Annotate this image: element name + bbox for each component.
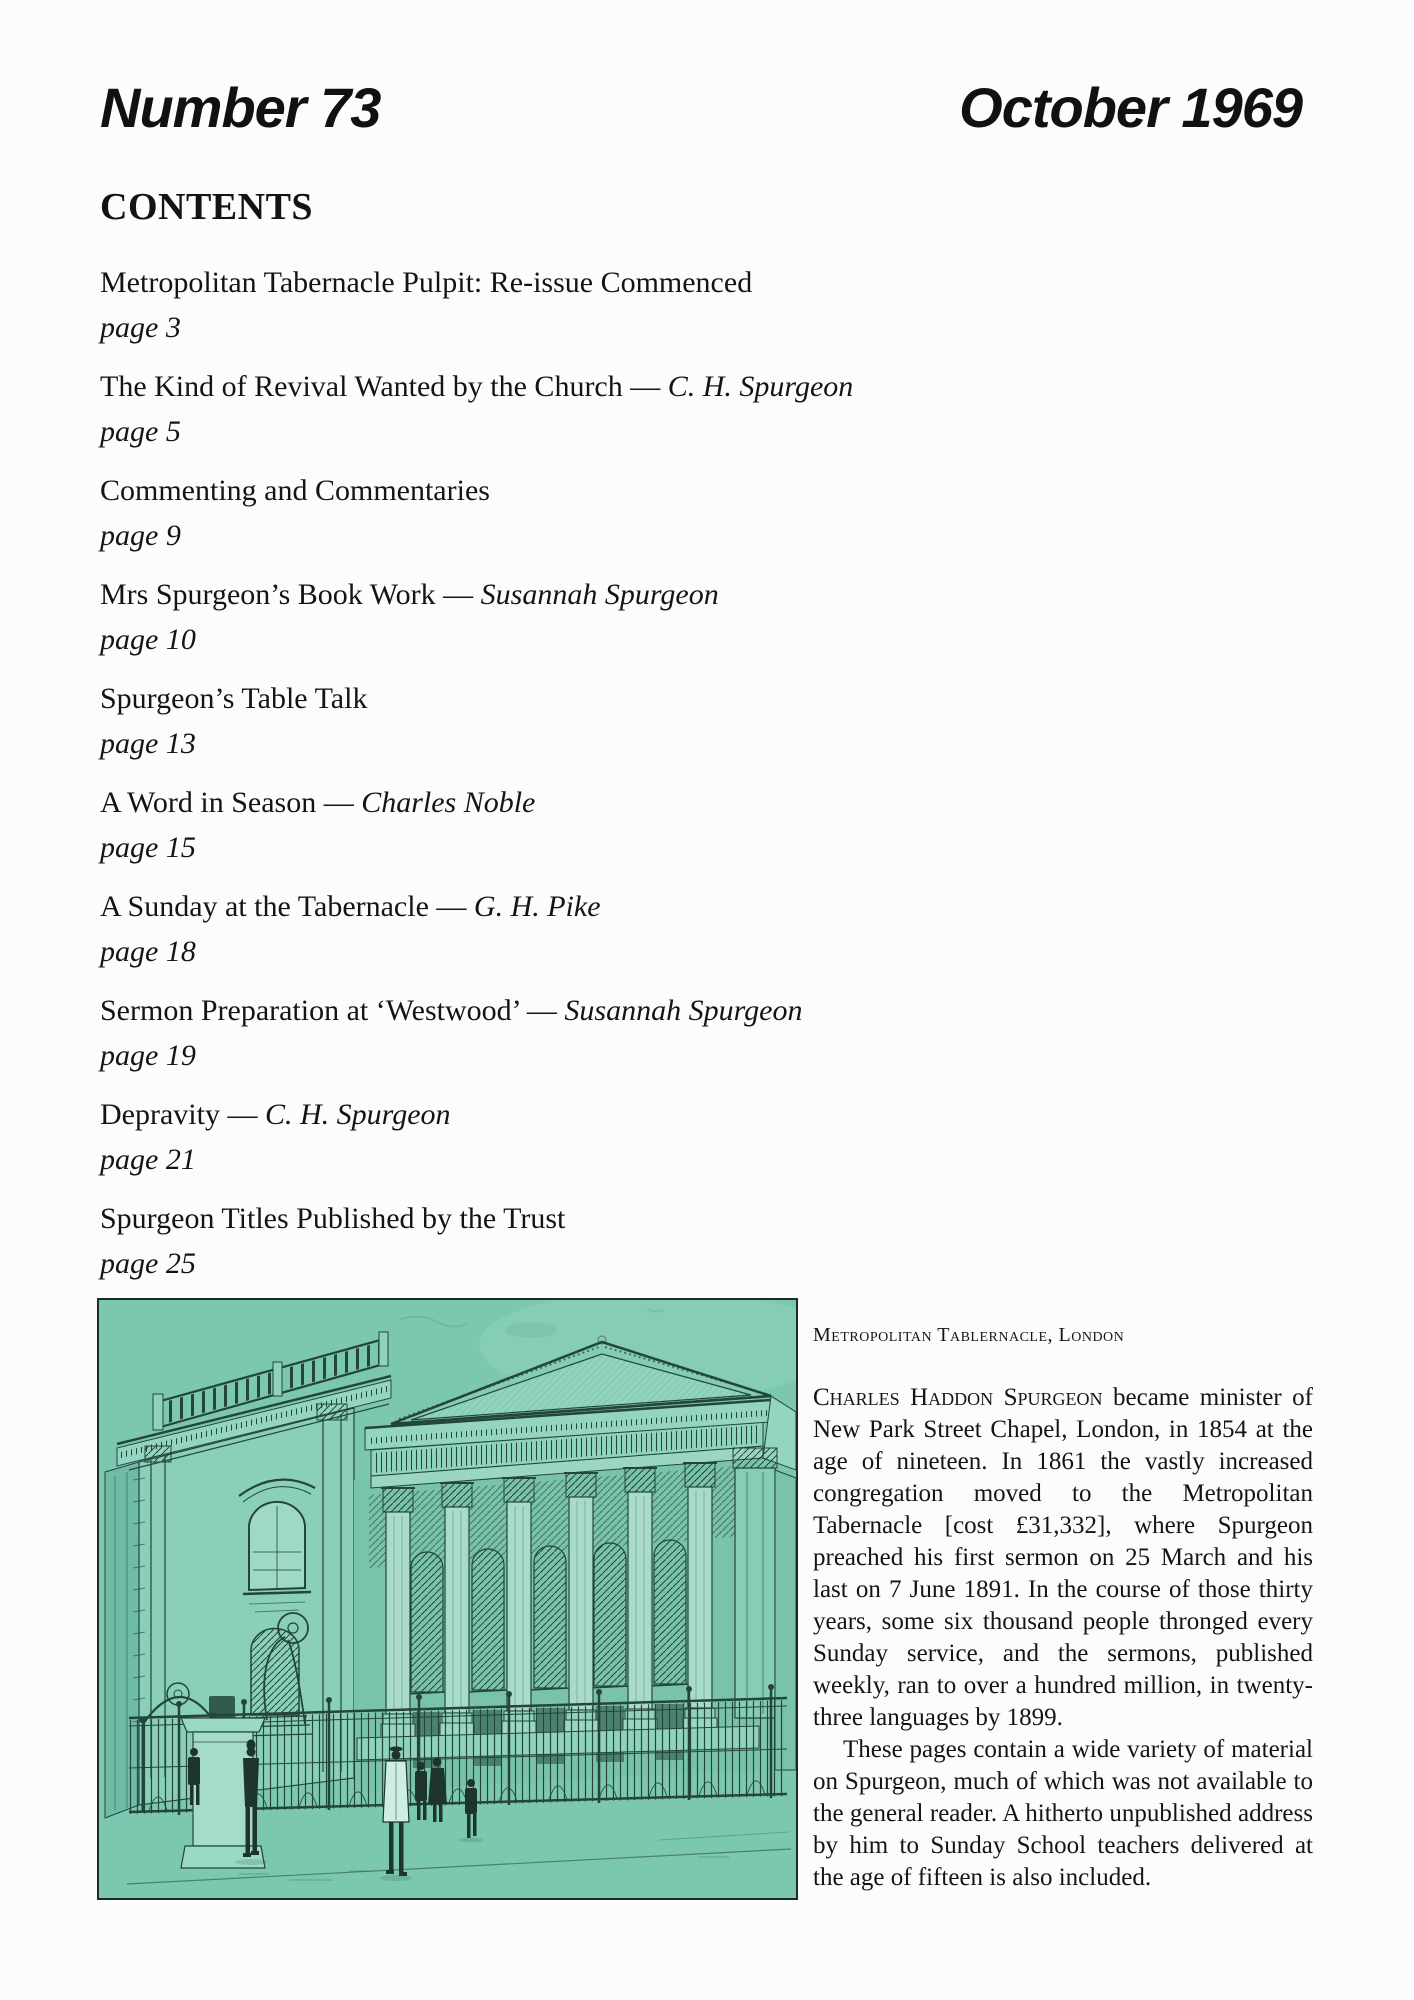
toc-title: A Sunday at the Tabernacle: [100, 890, 429, 923]
toc-page-number: page 9: [100, 519, 181, 552]
tabernacle-drawing: [99, 1300, 796, 1898]
toc-entry: [100, 364, 854, 454]
toc-dash: —: [435, 578, 481, 611]
masthead: [100, 78, 1302, 138]
illustration-caption: Metropolitan Tablernacle, London: [813, 1324, 1125, 1346]
spurgeon-name-lead: Charles Haddon Spurgeon: [813, 1384, 1103, 1411]
toc-title: Metropolitan Tabernacle Pulpit: Re-issue Commenced: [100, 266, 753, 299]
toc-title: A Word in Season: [100, 786, 317, 819]
toc-page-number: page 13: [100, 727, 196, 760]
toc-author: Susannah Spurgeon: [564, 994, 803, 1027]
intro-text: [813, 1382, 1313, 1894]
toc-title: Mrs Spurgeon’s Book Work: [100, 578, 436, 611]
toc-dash: —: [519, 994, 565, 1027]
issue-date: October 1969: [959, 76, 1302, 139]
toc-author: Susannah Spurgeon: [480, 578, 719, 611]
toc-page-number: page 19: [100, 1039, 196, 1072]
toc-entry: [100, 468, 800, 558]
toc-entry: [100, 780, 800, 870]
toc-title: Sermon Preparation at ‘Westwood’: [100, 994, 520, 1027]
toc-page-number: page 18: [100, 935, 196, 968]
toc-entry: [100, 884, 800, 974]
toc-title: Spurgeon Titles Published by the Trust: [100, 1202, 566, 1235]
toc-entry: [100, 1196, 800, 1286]
toc-entry: [100, 572, 800, 662]
toc-dash: —: [622, 370, 668, 403]
toc-title: Spurgeon’s Table Talk: [100, 682, 368, 715]
toc-entry: [100, 260, 800, 350]
toc-dash: —: [428, 890, 474, 923]
toc-author: Charles Noble: [361, 786, 536, 819]
toc-author: C. H. Spurgeon: [667, 370, 854, 403]
contents-heading: CONTENTS: [100, 186, 314, 228]
toc-entry: [100, 676, 800, 766]
toc-page-number: page 25: [100, 1247, 196, 1280]
toc-page-number: page 3: [100, 311, 181, 344]
intro-paragraph-1-text: became minister of New Park Street Chapel, London, in 1854 at the age of nineteen. In 1861 the vastly increased congregation moved to the Metropolitan Tabernacle [cost £31,332], where Spurgeon preached his first sermon on 25 March and his last on 7 June 1891. In the course of those thirty years, some six thousand people thronged every Sunday service, and the sermons, published weekly, ran to over a hundred million, in twenty-three languages by 1899.: [813, 1384, 1313, 1731]
toc-author: C. H. Spurgeon: [264, 1098, 451, 1131]
intro-paragraph-2: These pages contain a wide variety of material on Spurgeon, much of which was not available to the general reader. A hitherto unpublished address by him to Sunday School teachers delivered at the age of fifteen is also included.: [813, 1736, 1313, 1891]
toc-page-number: page 15: [100, 831, 196, 864]
toc-page-number: page 21: [100, 1143, 196, 1176]
toc-page-number: page 10: [100, 623, 196, 656]
issue-number: Number 73: [100, 76, 381, 139]
toc-title: The Kind of Revival Wanted by the Church: [100, 370, 623, 403]
intro-paragraph-1: [813, 1382, 1313, 1734]
toc-title: Commenting and Commentaries: [100, 474, 490, 507]
toc-dash: —: [316, 786, 362, 819]
toc-page-number: page 5: [100, 415, 181, 448]
toc-title: Depravity: [100, 1098, 220, 1131]
toc-author: G. H. Pike: [473, 890, 601, 923]
tabernacle-illustration: [97, 1298, 798, 1900]
table-of-contents: [100, 260, 854, 1300]
toc-dash: —: [219, 1098, 265, 1131]
toc-entry: [100, 988, 803, 1078]
toc-entry: [100, 1092, 800, 1182]
right-column: [813, 1322, 1313, 1894]
